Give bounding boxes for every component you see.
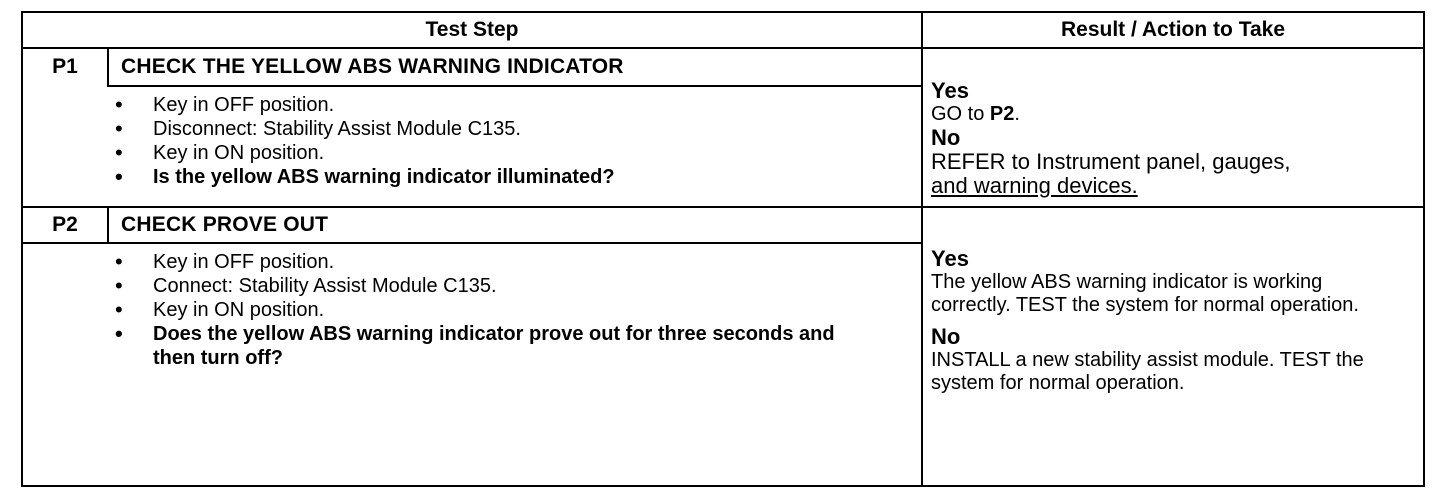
p1-result [931,79,1411,198]
list-item: • Key in ON position. [115,141,873,165]
column-divider [921,13,923,485]
step-title-p1: CHECK THE YELLOW ABS WARNING INDICATOR [121,55,624,78]
p1-id-divider [107,47,109,87]
step-id-p2: P2 [52,213,78,236]
p2-yes-text: The yellow ABS warning indicator is working correctly. TEST the system for normal operation. [931,271,1359,316]
list-item: • Connect: Stability Assist Module C135. [115,274,873,298]
list-item: • Key in OFF position. [115,93,873,117]
step-title-p2: CHECK PROVE OUT [121,213,329,236]
p1-title-divider [107,85,921,87]
p2-yes-label: Yes [931,246,969,271]
p2-id-divider [107,206,109,244]
p2-result [931,247,1381,395]
list-item: • Key in OFF position. [115,250,873,274]
p2-no-label: No [931,324,961,349]
p1-yes-text [931,103,1411,126]
p1-no-label: No [931,125,961,150]
p1-yes-prefix: GO to [931,103,990,125]
p1-question: • Is the yellow ABS warning indicator illuminated? [115,165,873,189]
p1-yes-ref: P2 [989,103,1015,125]
list-item: • Key in ON position. [115,298,873,322]
p1-yes-label: Yes [931,78,969,103]
p2-no-text: INSTALL a new stability assist module. TEST the system for normal operation. [931,349,1364,394]
step-id-p1: P1 [52,55,78,78]
p1-no-text-line1: REFER to Instrument panel, gauges, [931,149,1291,174]
p2-question: • Does the yellow ABS warning indicator prove out for three seconds and then turn off? [115,322,873,370]
p1-yes-suffix: . [1014,103,1020,125]
p1-instructions [115,93,873,189]
diagnostic-test-table [21,11,1425,487]
p2-instructions [115,250,873,370]
list-item: • Disconnect: Stability Assist Module C135. [115,117,873,141]
header-test-step: Test Step [425,18,519,41]
p1-no-text-line2: and warning devices. [931,173,1138,198]
header-result-action: Result / Action to Take [1060,18,1286,41]
p2-title-divider [23,242,921,244]
